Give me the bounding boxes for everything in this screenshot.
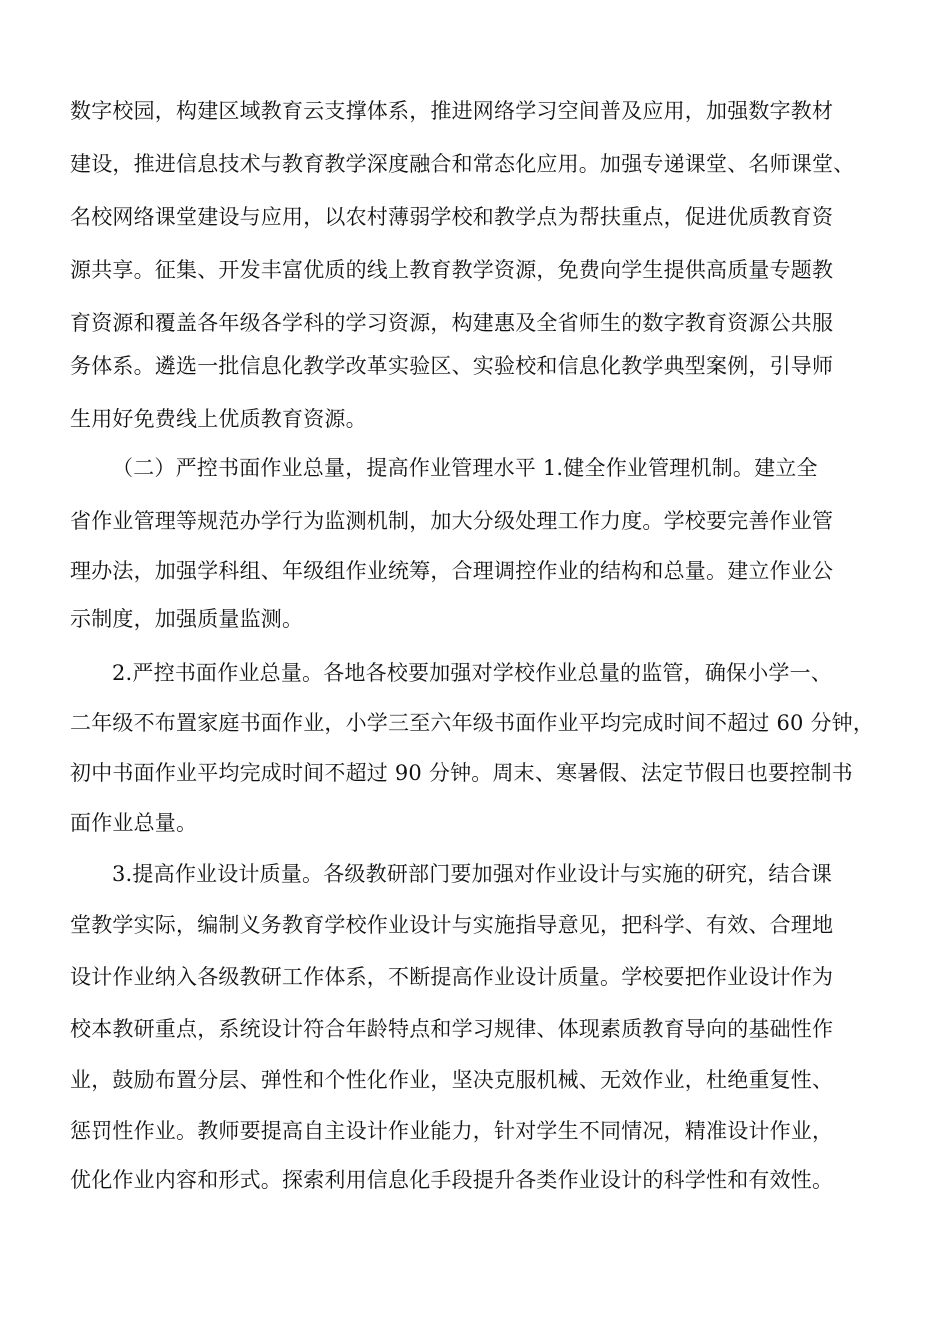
paragraph-1-line-5: 育资源和覆盖各年级各学科的学习资源，构建惠及全省师生的数字教育资源公共服 — [70, 311, 834, 335]
paragraph-4-line-7: 优化作业内容和形式。探索利用信息化手段提升各类作业设计的科学性和有效性。 — [70, 1168, 834, 1192]
paragraph-4-line-4: 校本教研重点，系统设计符合年龄特点和学习规律、体现素质教育导向的基础性作 — [70, 1017, 834, 1041]
paragraph-1-line-7: 生用好免费线上优质教育资源。 — [70, 407, 367, 431]
paragraph-3-line-4: 面作业总量。 — [70, 811, 198, 835]
paragraph-3-line-1: 2.严控书面作业总量。各地各校要加强对学校作业总量的监管，确保小学一、 — [112, 661, 833, 685]
paragraph-4-line-3: 设计作业纳入各级教研工作体系，不断提高作业设计质量。学校要把作业设计作为 — [70, 965, 834, 989]
paragraph-4-line-2: 堂教学实际，编制义务教育学校作业设计与实施指导意见，把科学、有效、合理地 — [70, 913, 834, 937]
paragraph-3-line-3: 初中书面作业平均完成时间不超过 90 分钟。周末、寒暑假、法定节假日也要控制书 — [70, 761, 853, 785]
paragraph-2-line-3: 理办法，加强学科组、年级组作业统筹，合理调控作业的结构和总量。建立作业公 — [70, 559, 834, 583]
paragraph-1-line-6: 务体系。遴选一批信息化教学改革实验区、实验校和信息化教学典型案例，引导师 — [70, 354, 834, 378]
paragraph-1-line-2: 建设，推进信息技术与教育教学深度融合和常态化应用。加强专递课堂、名师课堂、 — [70, 152, 855, 176]
paragraph-1-line-3: 名校网络课堂建设与应用，以农村薄弱学校和教学点为帮扶重点，促进优质教育资 — [70, 205, 834, 229]
paragraph-2-line-4: 示制度，加强质量监测。 — [70, 607, 304, 631]
paragraph-1-line-4: 源共享。征集、开发丰富优质的线上教育教学资源，免费向学生提供高质量专题教 — [70, 258, 834, 282]
section-heading-line: （二）严控书面作业总量，提高作业管理水平 1.健全作业管理机制。建立全 — [112, 456, 818, 480]
paragraph-4-line-6: 惩罚性作业。教师要提高自主设计作业能力，针对学生不同情况，精准设计作业， — [70, 1119, 834, 1143]
paragraph-3-line-2: 二年级不布置家庭书面作业，小学三至六年级书面作业平均完成时间不超过 60 分钟， — [70, 711, 875, 735]
paragraph-4-line-1: 3.提高作业设计质量。各级教研部门要加强对作业设计与实施的研究，结合课 — [112, 862, 833, 886]
paragraph-2-line-2: 省作业管理等规范办学行为监测机制，加大分级处理工作力度。学校要完善作业管 — [70, 509, 834, 533]
paragraph-1-line-1: 数字校园，构建区域教育云支撑体系，推进网络学习空间普及应用，加强数字教材 — [70, 99, 834, 123]
paragraph-4-line-5: 业，鼓励布置分层、弹性和个性化作业，坚决克服机械、无效作业，杜绝重复性、 — [70, 1068, 834, 1092]
